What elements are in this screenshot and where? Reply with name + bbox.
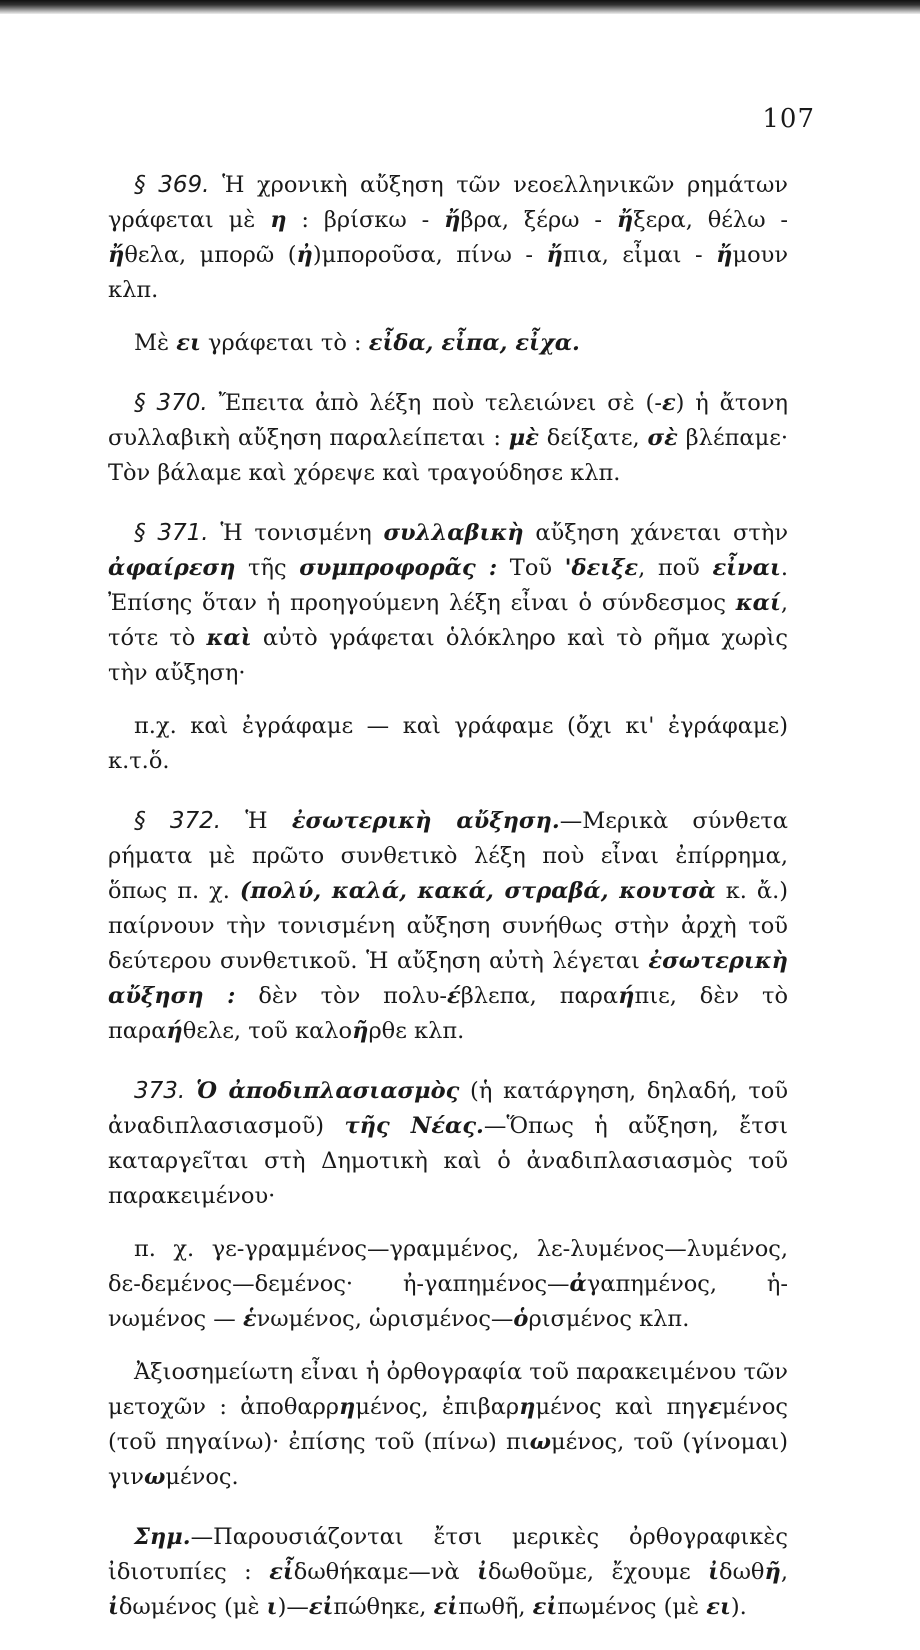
paragraph-373-example xyxy=(108,1232,788,1337)
text: μένος (τοῦ πηγαίνω)· ἐπίσης τοῦ (πίνω) πι xyxy=(108,1394,788,1455)
text: βλέπαμε· Τὸν βάλαμε καὶ χόρεψε καὶ τραγούδησε κλπ. xyxy=(108,425,789,486)
emphasis: ἤ xyxy=(444,207,461,233)
text: μένος. xyxy=(165,1464,239,1490)
emphasis: (πολύ, καλά, κακά, στραβά, κουτσὰ xyxy=(239,878,716,904)
page-number: 107 xyxy=(762,104,815,134)
emphasis: ῆ xyxy=(352,1018,369,1044)
emphasis: ει xyxy=(706,1594,731,1620)
emphasis: ἰ xyxy=(477,1559,488,1585)
emphasis: καί xyxy=(735,590,781,616)
text: γαπημένος, ἡ-νωμένος — xyxy=(108,1271,788,1332)
emphasis: εἰ xyxy=(308,1594,334,1620)
emphasis: εἶναι xyxy=(712,555,781,581)
text: ) ἡ ἄτονη συλλαβικὴ αὔξηση παραλείπεται : xyxy=(108,390,788,451)
text: μένος καὶ πηγ xyxy=(535,1394,709,1420)
paragraph-note xyxy=(108,1520,788,1625)
text: , τότε τὸ xyxy=(108,590,788,651)
text: πωθῆ, xyxy=(458,1594,533,1620)
text: δωθήκαμε—νὰ xyxy=(293,1559,478,1585)
text: μουν κλπ. xyxy=(108,242,788,303)
text: κ. ἄ.) παίρνουν τὴν τονισμένη αὔξηση συνήθως στὴν ἀρχὴ τοῦ δεύτερου συνθετικοῦ. Ἡ αὔξηση αὐτὴ λέγεται xyxy=(108,878,788,974)
page-top-edge xyxy=(0,0,920,14)
section-number: 373. xyxy=(134,1078,186,1104)
text: δωθ xyxy=(719,1559,765,1585)
emphasis: ἠ xyxy=(296,242,313,268)
emphasis: ἑ xyxy=(242,1306,257,1332)
section-number: § 370. xyxy=(134,390,208,416)
text: Ἔπειτα ἀπὸ λέξη ποὺ τελειώνει σὲ (- xyxy=(207,390,662,416)
emphasis: ή xyxy=(618,983,635,1009)
text: βρα, ξέρω - xyxy=(460,207,617,233)
section-number: § 369. xyxy=(134,172,210,198)
emphasis: Ὁ ἀποδιπλασιασμὸς xyxy=(196,1078,460,1104)
text: Ἡ χρονικὴ αὔξηση τῶν νεοελληνικῶν ρημάτων γράφεται μὲ xyxy=(108,172,788,233)
emphasis: ἐσωτερικὴ αὔξηση. xyxy=(291,808,560,834)
emphasis: ε xyxy=(708,1394,722,1420)
emphasis: ή xyxy=(166,1018,183,1044)
emphasis: ἤ xyxy=(616,207,634,233)
text: πώθηκε, xyxy=(333,1594,434,1620)
paragraph-373-note xyxy=(108,1355,788,1495)
emphasis: εἰ xyxy=(532,1594,558,1620)
emphasis: εἶδα, εἶπα, εἶχα. xyxy=(368,330,580,356)
text: τῆς xyxy=(235,555,300,581)
text: )μποροῦσα, πίνω - xyxy=(312,242,547,268)
emphasis: συλλαβικὴ xyxy=(383,520,524,546)
text: Ἡ τονισμένη xyxy=(208,520,384,546)
emphasis: σὲ xyxy=(647,425,678,451)
text: νωμένος, ὡρισμένος— xyxy=(256,1306,514,1332)
text: πια, εἶμαι - xyxy=(562,242,717,268)
text: —Μερικὰ σύνθετα ρήματα μὲ πρῶτο συνθετικὸ λέξη ποὺ εἶναι ἐπίρρημα, ὅπως π. χ. xyxy=(108,808,788,904)
text: δὲν τὸν πολυ- xyxy=(235,983,448,1009)
page-body xyxy=(108,168,788,1650)
text: μένος, ἐπιβαρ xyxy=(355,1394,520,1420)
emphasis: έ xyxy=(447,983,461,1009)
emphasis: συμπροφορᾶς : xyxy=(299,555,498,581)
emphasis: τῆς Νέας. xyxy=(344,1113,484,1139)
text: μένος, τοῦ (γίνομαι) γιν xyxy=(108,1429,788,1490)
emphasis: ῆ xyxy=(764,1559,781,1585)
emphasis: η xyxy=(270,207,287,233)
note-label: Σημ. xyxy=(134,1524,191,1550)
text: αὐτὸ γράφεται ὁλόκληρο καὶ τὸ ρῆμα χωρὶς τὴν αὔξηση· xyxy=(108,625,788,686)
emphasis: ἐσωτερικὴ αὔξηση : xyxy=(108,948,788,1009)
emphasis: εἶ xyxy=(269,1559,294,1585)
emphasis: ἤ xyxy=(546,242,563,268)
emphasis: εἰ xyxy=(433,1594,459,1620)
text xyxy=(185,1078,196,1104)
text: δωθοῦμε, ἔχουμε xyxy=(487,1559,709,1585)
emphasis: ω xyxy=(529,1429,552,1455)
text: πωμένος (μὲ xyxy=(557,1594,707,1620)
text: π.χ. καὶ ἐγράφαμε — καὶ γράφαμε (ὄχι κι' ἐγράφαμε) κ.τ.ὅ. xyxy=(108,713,788,774)
emphasis: ἀ xyxy=(569,1271,587,1297)
text: δωμένος (μὲ xyxy=(118,1594,267,1620)
emphasis: ε xyxy=(661,390,676,416)
paragraph-370 xyxy=(108,386,788,491)
emphasis: η xyxy=(519,1394,536,1420)
text: ξερα, θέλω - xyxy=(633,207,789,233)
text: . Ἐπίσης ὅταν ἡ προηγούμενη λέξη εἶναι ὁ σύνδεσμος xyxy=(108,555,788,616)
emphasis: ἤ xyxy=(716,242,733,268)
emphasis: ι xyxy=(266,1594,278,1620)
text: Τοῦ xyxy=(497,555,565,581)
emphasis: ἤ xyxy=(108,242,125,268)
text: ρθε κλπ. xyxy=(368,1018,465,1044)
paragraph-369-ei xyxy=(108,326,788,361)
emphasis: μὲ xyxy=(508,425,539,451)
text: , ποῦ xyxy=(638,555,713,581)
text: (ἡ κατάργηση, δηλαδή, τοῦ ἀναδιπλασιασμοῦ) xyxy=(108,1078,788,1139)
emphasis: ἀφαίρεση xyxy=(108,555,236,581)
text: —Ὅπως ἡ αὔξηση, ἔτσι καταργεῖται στὴ Δημοτικὴ καὶ ὁ ἀναδιπλασιασμὸς τοῦ παρακειμένου· xyxy=(108,1113,788,1209)
text: π. χ. γε-γραμμένος—γραμμένος, λε-λυμένος—λυμένος, δε-δεμένος—δεμένος· ἠ-γαπημένος— xyxy=(108,1236,788,1297)
text: αὔξηση χάνεται στὴν xyxy=(523,520,788,546)
emphasis: 'δειξε xyxy=(564,555,639,581)
emphasis: ει xyxy=(176,330,201,356)
text: , xyxy=(780,1559,788,1585)
paragraph-371 xyxy=(108,516,788,691)
section-number: § 372. xyxy=(134,808,222,834)
text: θελα, μπορῶ ( xyxy=(124,242,297,268)
paragraph-372 xyxy=(108,804,788,1049)
text: —Παρουσιάζονται ἔτσι μερικὲς ὀρθογραφικὲς ἰδιοτυπίες : xyxy=(108,1524,788,1585)
emphasis: καὶ xyxy=(206,625,252,651)
text: Ἡ xyxy=(221,808,292,834)
paragraph-369 xyxy=(108,168,788,308)
paragraph-373 xyxy=(108,1074,788,1214)
text: βλεπα, παρα xyxy=(460,983,619,1009)
text: )— xyxy=(277,1594,309,1620)
section-number: § 371. xyxy=(134,520,209,546)
emphasis: ω xyxy=(143,1464,166,1490)
text: δείξατε, xyxy=(538,425,648,451)
emphasis: ἰ xyxy=(108,1594,119,1620)
emphasis: ὁ xyxy=(513,1306,529,1332)
text: Μὲ xyxy=(134,330,177,356)
text: : βρίσκω - xyxy=(286,207,445,233)
text: θελε, τοῦ καλο xyxy=(182,1018,353,1044)
paragraph-371-example xyxy=(108,709,788,779)
text: Ἀξιοσημείωτη εἶναι ἡ ὀρθογραφία τοῦ παρακειμένου τῶν μετοχῶν : ἀποθαρρ xyxy=(108,1359,788,1420)
text: ρισμένος κλπ. xyxy=(528,1306,690,1332)
text: ). xyxy=(730,1594,747,1620)
emphasis: ἰ xyxy=(708,1559,720,1585)
text: γράφεται τὸ : xyxy=(200,330,369,356)
text: πιε, δὲν τὸ παρα xyxy=(108,983,788,1044)
emphasis: η xyxy=(339,1394,356,1420)
